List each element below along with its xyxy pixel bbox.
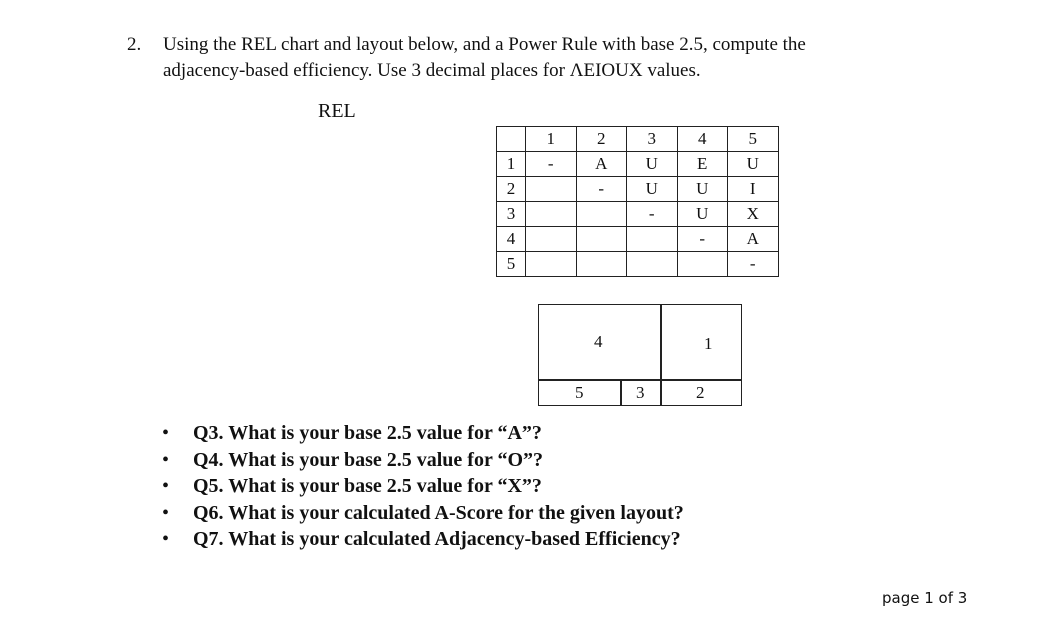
bullet: • bbox=[162, 528, 170, 550]
question-item bbox=[162, 447, 684, 474]
rel-chart-label: REL bbox=[318, 100, 356, 122]
rel-cell: E bbox=[677, 152, 728, 177]
rel-cell bbox=[526, 252, 577, 277]
page-number: page 1 of 3 bbox=[882, 589, 968, 607]
rel-cell bbox=[526, 177, 577, 202]
rel-row bbox=[497, 252, 779, 277]
rel-cell: U bbox=[627, 152, 678, 177]
rel-cell bbox=[677, 252, 728, 277]
dept-1-label: 1 bbox=[704, 334, 713, 353]
problem-text-1: Using the REL chart and layout below, and a Power Rule with base 2.5, compute the bbox=[163, 34, 806, 55]
rel-header-row bbox=[497, 127, 779, 152]
rel-cell: A bbox=[576, 152, 627, 177]
problem-number: 2. bbox=[127, 34, 142, 55]
rel-row-header: 1 bbox=[497, 152, 526, 177]
rel-row bbox=[497, 202, 779, 227]
dept-3-label: 3 bbox=[636, 383, 645, 402]
rel-cell: U bbox=[728, 152, 779, 177]
rel-row-header: 3 bbox=[497, 202, 526, 227]
problem-line-2: adjacency-based efficiency. Use 3 decimal places for ΛEIOUX values. bbox=[163, 60, 701, 81]
rel-row-header: 2 bbox=[497, 177, 526, 202]
dept-1-area bbox=[660, 304, 742, 381]
rel-cell bbox=[576, 202, 627, 227]
rel-col-header: 4 bbox=[677, 127, 728, 152]
rel-row bbox=[497, 177, 779, 202]
dept-5-label: 5 bbox=[575, 383, 584, 402]
rel-cell: - bbox=[627, 202, 678, 227]
problem-statement bbox=[127, 32, 806, 84]
rel-row bbox=[497, 227, 779, 252]
rel-row-header: 5 bbox=[497, 252, 526, 277]
rel-col-header: 2 bbox=[576, 127, 627, 152]
bullet: • bbox=[162, 475, 170, 497]
problem-line-1 bbox=[127, 32, 806, 58]
rel-cell: - bbox=[677, 227, 728, 252]
rel-cell: I bbox=[728, 177, 779, 202]
rel-cell bbox=[526, 227, 577, 252]
question-item bbox=[162, 420, 684, 447]
rel-cell: U bbox=[627, 177, 678, 202]
bullet: • bbox=[162, 501, 170, 524]
rel-chart-table bbox=[496, 126, 779, 277]
question-text: Q5. What is your base 2.5 value for “X”? bbox=[193, 475, 542, 497]
question-text: Q7. What is your calculated Adjacency-based Efficiency? bbox=[193, 528, 681, 550]
rel-col-header: 5 bbox=[728, 127, 779, 152]
dept-4-label: 4 bbox=[594, 332, 603, 351]
bullet: • bbox=[162, 448, 170, 471]
rel-cell: A bbox=[728, 227, 779, 252]
rel-cell bbox=[627, 252, 678, 277]
rel-cell: - bbox=[728, 252, 779, 277]
bullet: • bbox=[162, 422, 170, 444]
rel-row-header: 4 bbox=[497, 227, 526, 252]
rel-cell: X bbox=[728, 202, 779, 227]
rel-cell bbox=[576, 227, 627, 252]
rel-cell bbox=[526, 202, 577, 227]
rel-cell bbox=[627, 227, 678, 252]
question-text: Q6. What is your calculated A-Score for the given layout? bbox=[193, 501, 684, 524]
rel-col-header: 3 bbox=[627, 127, 678, 152]
question-item bbox=[162, 526, 684, 553]
question-text: Q4. What is your base 2.5 value for “O”? bbox=[193, 448, 544, 471]
rel-cell bbox=[576, 252, 627, 277]
dept-2-label: 2 bbox=[696, 383, 705, 402]
question-list bbox=[162, 420, 684, 553]
block-layout bbox=[538, 304, 742, 406]
rel-cell: - bbox=[526, 152, 577, 177]
rel-cell: U bbox=[677, 177, 728, 202]
rel-cell: U bbox=[677, 202, 728, 227]
question-item bbox=[162, 500, 684, 527]
question-text: Q3. What is your base 2.5 value for “A”? bbox=[193, 422, 542, 444]
rel-row bbox=[497, 152, 779, 177]
rel-col-header: 1 bbox=[526, 127, 577, 152]
question-item bbox=[162, 473, 684, 500]
rel-corner-cell bbox=[497, 127, 526, 152]
rel-cell: - bbox=[576, 177, 627, 202]
